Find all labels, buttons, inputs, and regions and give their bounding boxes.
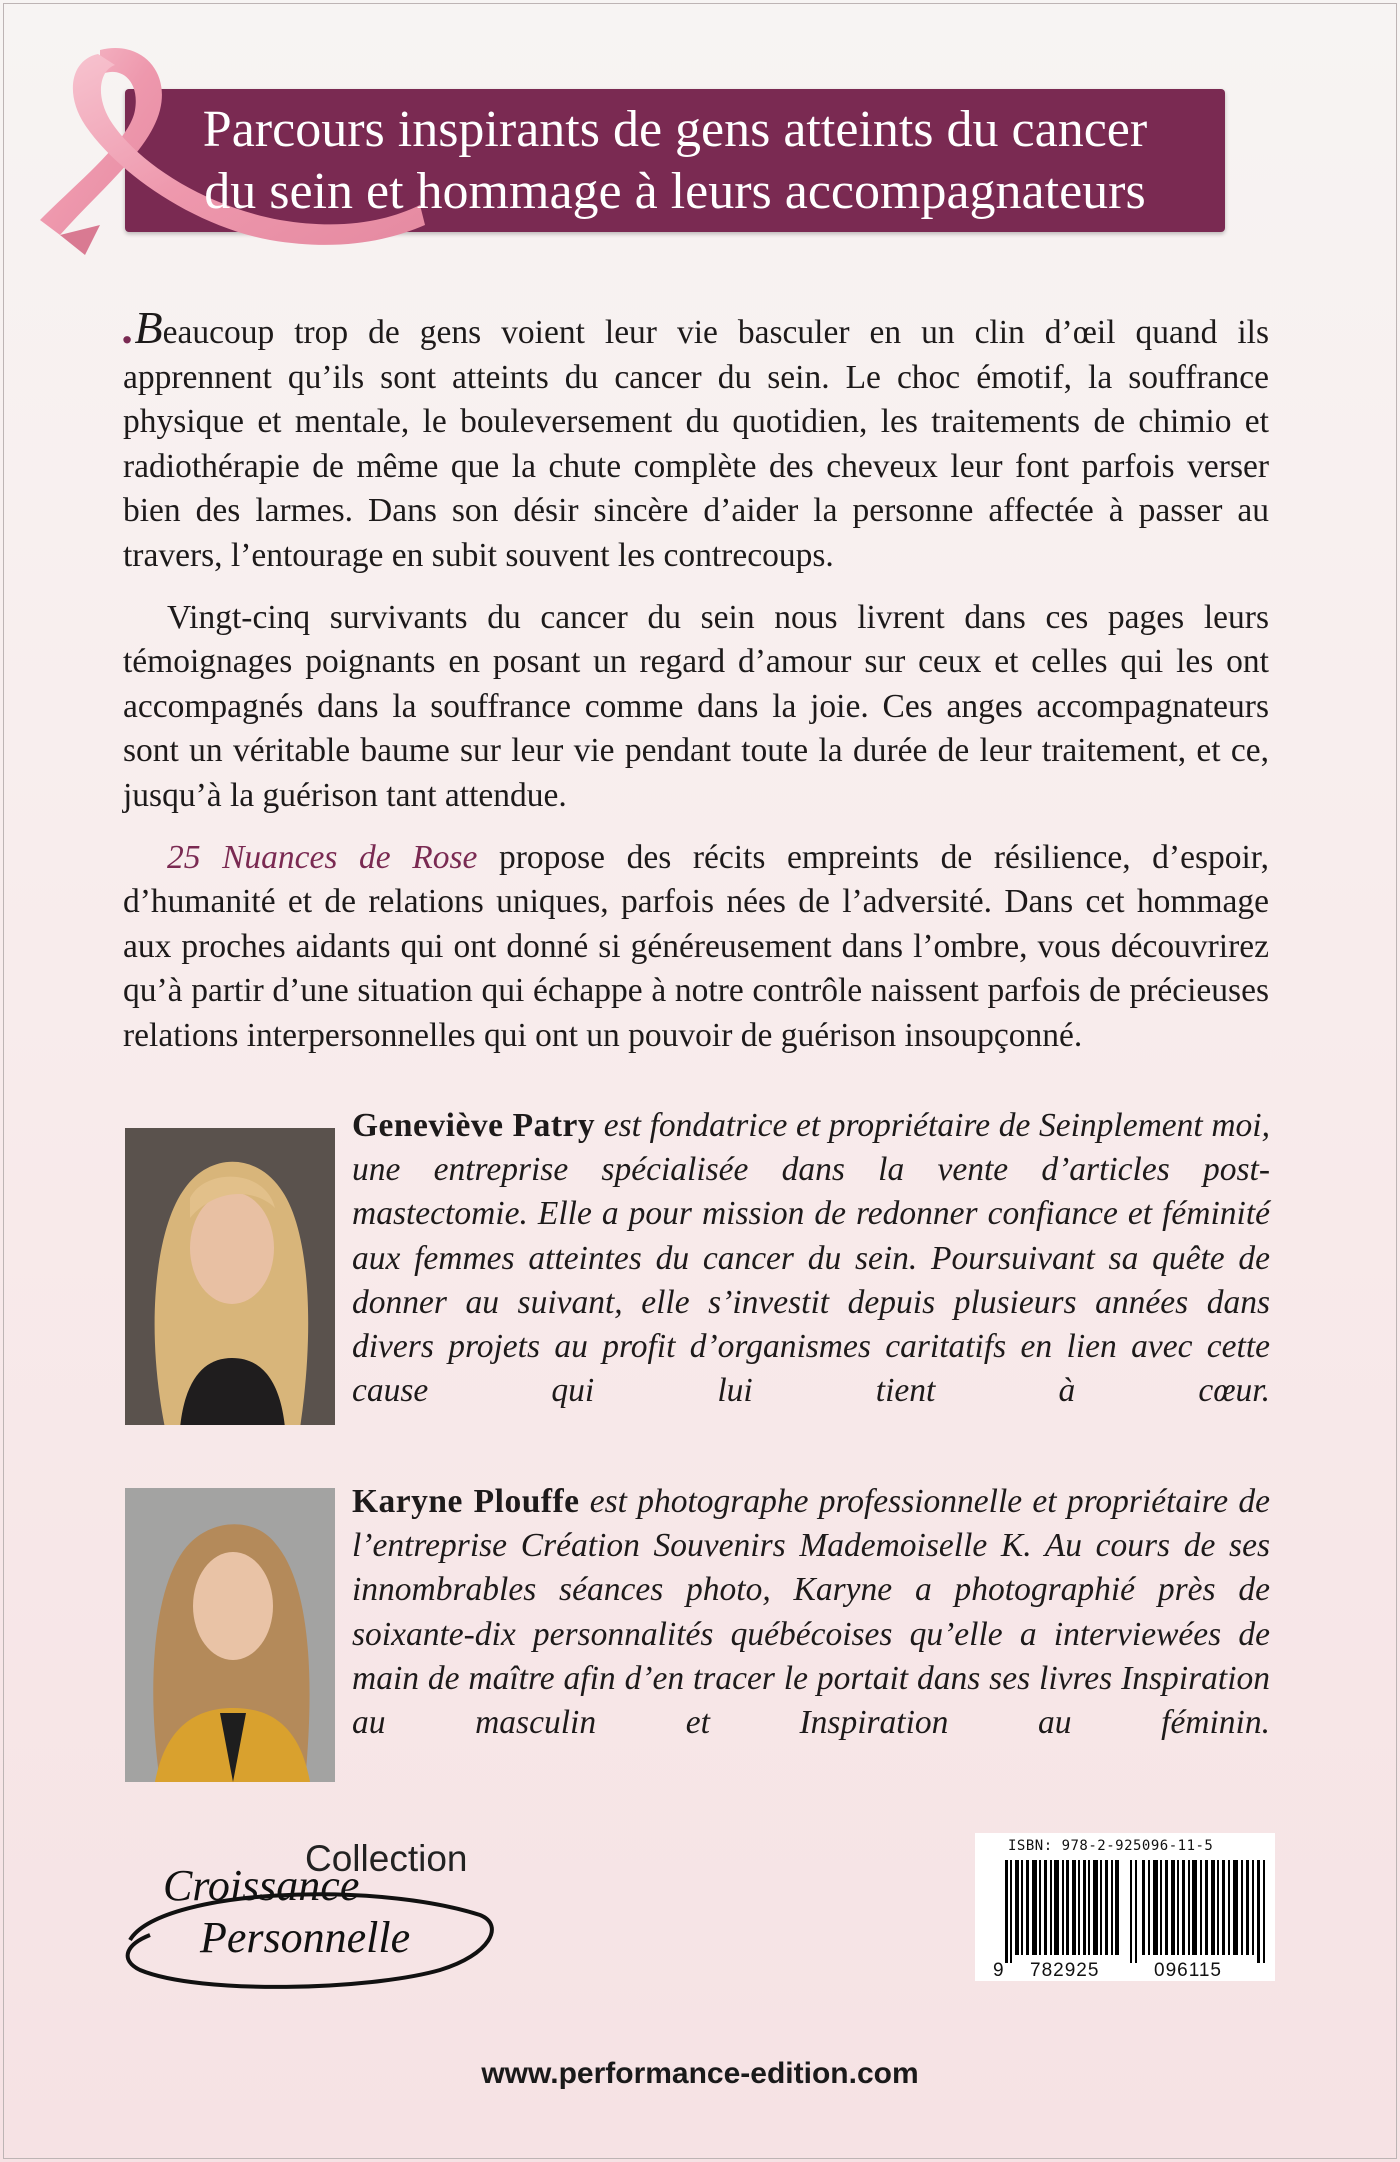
author-bio-karyne: Karyne Plouffe est photographe professionnelle et propriétaire de l’entreprise Création Souvenirs Mademoiselle K. Au cours de ses innombrables séances photo, Karyne a photographié près de soixante-dix personnalités québécoises qu’elle a interviewées de main de maître afin d’en tracer le portait dans ses livres Inspiration au masculin et Inspiration au féminin. xyxy=(352,1483,1270,1742)
paragraph-3: 25 Nuances de Rose propose des récits empreints de résilience, d’espoir, d’humanité et de relations uniques, parfois nées de l’adversité. Dans cet hommage aux proches aidants qui ont donné si généreusement dans l’ombre, vous découvrirez qu’à partir d’une situation qui échappe à notre contrôle naissent parfois de précieuses relations interpersonnelles qui ont un pouvoir de guérison insoupçonné. xyxy=(123,838,1269,1054)
isbn-text: ISBN: 978-2-925096-11-5 xyxy=(1008,1838,1214,1854)
collection-name-line-1: Croissance xyxy=(163,1861,360,1910)
collection-label: Collection xyxy=(305,1838,468,1879)
author-name: Geneviève Patry xyxy=(352,1107,596,1144)
banner-title: Parcours inspirants de gens atteints du cancer du sein et hommage à leurs accompagnateurs xyxy=(202,101,1148,220)
barcode-digit-lead: 9 xyxy=(993,1960,1004,1981)
barcode-digits-left: 782925 xyxy=(1030,1960,1100,1981)
paragraph-1: .Beaucoup trop de gens voient leur vie basculer en un clin d’œil quand ils apprennent qu’ils sont atteints du cancer du sein. Le choc émotif, la souffrance physique et mentale, le bouleversement du quotidien, les traitements de chimio et radiothérapie de même que la chute complète des cheveux leur font parfois verser bien des larmes. Dans son désir sincère d’aider la personne affectée à passer au travers, l’entourage en subit souvent les contrecoups. xyxy=(123,302,1269,574)
barcode-icon xyxy=(1005,1860,1270,1963)
collection-name-line-2: Personnelle xyxy=(200,1913,411,1962)
barcode-digits-right: 096115 xyxy=(1154,1960,1222,1981)
publisher-website[interactable]: www.performance-edition.com xyxy=(481,2057,919,2090)
drop-cap: .B xyxy=(123,302,163,353)
paragraph-2: Vingt-cinq survivants du cancer du sein nous livrent dans ces pages leurs témoignages poignants en posant un regard d’amour sur ceux et celles qui les ont accompagnés dans la souffrance comme dans la joie. Ces anges accompagnateurs sont un véritable baume sur leur vie pendant toute la durée de leur traitement, et ce, jusqu’à la guérison tant attendue. xyxy=(123,598,1269,814)
book-title: 25 Nuances de Rose xyxy=(167,838,478,876)
author-photo-genevieve xyxy=(125,1128,335,1425)
author-bio-genevieve: Geneviève Patry est fondatrice et propriétaire de Seinplement moi, une entreprise spécialisée dans la vente d’articles post-mastectomie. Elle a pour mission de redonner confiance et féminité aux femmes atteintes du cancer du sein. Poursuivant sa quête de donner au suivant, elle s’investit depuis plusieurs années dans divers projets au profit d’organismes caritatifs en lien avec cette cause qui lui tient à cœur. xyxy=(352,1107,1270,1410)
back-cover-description xyxy=(123,302,1269,1076)
author-photo-karyne xyxy=(125,1488,335,1782)
author-name: Karyne Plouffe xyxy=(352,1483,580,1520)
